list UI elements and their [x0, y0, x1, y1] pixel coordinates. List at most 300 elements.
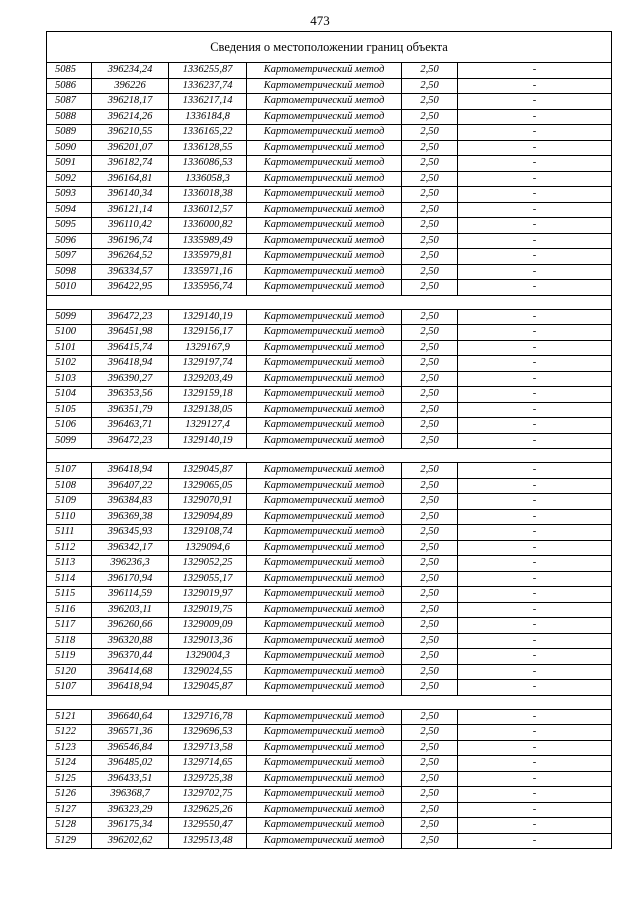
accuracy-cell: 2,50 — [402, 125, 458, 141]
description-cell: - — [458, 264, 612, 280]
x-coordinate-cell: 396368,7 — [92, 787, 169, 803]
table-row — [47, 418, 612, 434]
y-coordinate-cell: 1335971,16 — [169, 264, 247, 280]
y-coordinate-cell: 1336012,57 — [169, 202, 247, 218]
table-row — [47, 187, 612, 203]
x-coordinate-cell: 396182,74 — [92, 156, 169, 172]
table-row — [47, 680, 612, 696]
y-coordinate-cell: 1329140,19 — [169, 309, 247, 325]
point-number-cell: 5010 — [47, 280, 92, 296]
description-cell: - — [458, 633, 612, 649]
accuracy-cell: 2,50 — [402, 602, 458, 618]
table-row — [47, 125, 612, 141]
description-cell: - — [458, 509, 612, 525]
accuracy-cell: 2,50 — [402, 509, 458, 525]
description-cell: - — [458, 63, 612, 79]
point-number-cell: 5129 — [47, 833, 92, 849]
table-row — [47, 463, 612, 479]
point-number-cell: 5115 — [47, 587, 92, 603]
x-coordinate-cell: 396170,94 — [92, 571, 169, 587]
point-number-cell: 5112 — [47, 540, 92, 556]
method-cell: Картометрический метод — [247, 94, 402, 110]
x-coordinate-cell: 396121,14 — [92, 202, 169, 218]
point-number-cell: 5090 — [47, 140, 92, 156]
accuracy-cell: 2,50 — [402, 802, 458, 818]
y-coordinate-cell: 1329167,9 — [169, 340, 247, 356]
accuracy-cell: 2,50 — [402, 109, 458, 125]
point-number-cell: 5092 — [47, 171, 92, 187]
point-number-cell: 5126 — [47, 787, 92, 803]
method-cell: Картометрический метод — [247, 418, 402, 434]
point-number-cell: 5096 — [47, 233, 92, 249]
accuracy-cell: 2,50 — [402, 556, 458, 572]
method-cell: Картометрический метод — [247, 109, 402, 125]
y-coordinate-cell: 1329203,49 — [169, 371, 247, 387]
method-cell: Картометрический метод — [247, 494, 402, 510]
point-number-cell: 5111 — [47, 525, 92, 541]
y-coordinate-cell: 1329013,36 — [169, 633, 247, 649]
accuracy-cell: 2,50 — [402, 725, 458, 741]
method-cell: Картометрический метод — [247, 202, 402, 218]
point-number-cell: 5100 — [47, 325, 92, 341]
method-cell: Картометрический метод — [247, 387, 402, 403]
accuracy-cell: 2,50 — [402, 540, 458, 556]
accuracy-cell: 2,50 — [402, 478, 458, 494]
table-row — [47, 78, 612, 94]
x-coordinate-cell: 396369,38 — [92, 509, 169, 525]
accuracy-cell: 2,50 — [402, 740, 458, 756]
table-row — [47, 802, 612, 818]
x-coordinate-cell: 396260,66 — [92, 618, 169, 634]
table-row — [47, 756, 612, 772]
method-cell: Картометрический метод — [247, 78, 402, 94]
accuracy-cell: 2,50 — [402, 249, 458, 265]
accuracy-cell: 2,50 — [402, 633, 458, 649]
table-row — [47, 818, 612, 834]
y-coordinate-cell: 1329009,09 — [169, 618, 247, 634]
table-row — [47, 109, 612, 125]
accuracy-cell: 2,50 — [402, 833, 458, 849]
point-number-cell: 5088 — [47, 109, 92, 125]
point-number-cell: 5109 — [47, 494, 92, 510]
y-coordinate-cell: 1336217,14 — [169, 94, 247, 110]
method-cell: Картометрический метод — [247, 618, 402, 634]
table-row — [47, 664, 612, 680]
y-coordinate-cell: 1329513,48 — [169, 833, 247, 849]
method-cell: Картометрический метод — [247, 325, 402, 341]
x-coordinate-cell: 396264,52 — [92, 249, 169, 265]
x-coordinate-cell: 396342,17 — [92, 540, 169, 556]
y-coordinate-cell: 1336086,53 — [169, 156, 247, 172]
accuracy-cell: 2,50 — [402, 233, 458, 249]
x-coordinate-cell: 396422,95 — [92, 280, 169, 296]
table-row — [47, 478, 612, 494]
description-cell: - — [458, 402, 612, 418]
x-coordinate-cell: 396210,55 — [92, 125, 169, 141]
accuracy-cell: 2,50 — [402, 356, 458, 372]
method-cell: Картометрический метод — [247, 680, 402, 696]
point-number-cell: 5093 — [47, 187, 92, 203]
table-row — [47, 280, 612, 296]
accuracy-cell: 2,50 — [402, 571, 458, 587]
method-cell: Картометрический метод — [247, 509, 402, 525]
y-coordinate-cell: 1329045,87 — [169, 680, 247, 696]
description-cell: - — [458, 463, 612, 479]
point-number-cell: 5104 — [47, 387, 92, 403]
accuracy-cell: 2,50 — [402, 63, 458, 79]
group-separator-cell — [47, 295, 612, 309]
table-row — [47, 509, 612, 525]
point-number-cell: 5116 — [47, 602, 92, 618]
x-coordinate-cell: 396384,83 — [92, 494, 169, 510]
point-number-cell: 5086 — [47, 78, 92, 94]
description-cell: - — [458, 187, 612, 203]
accuracy-cell: 2,50 — [402, 140, 458, 156]
y-coordinate-cell: 1329197,74 — [169, 356, 247, 372]
accuracy-cell: 2,50 — [402, 525, 458, 541]
point-number-cell: 5128 — [47, 818, 92, 834]
table-row — [47, 740, 612, 756]
method-cell: Картометрический метод — [247, 264, 402, 280]
point-number-cell: 5118 — [47, 633, 92, 649]
accuracy-cell: 2,50 — [402, 587, 458, 603]
y-coordinate-cell: 1329127,4 — [169, 418, 247, 434]
description-cell: - — [458, 709, 612, 725]
description-cell: - — [458, 249, 612, 265]
y-coordinate-cell: 1329138,05 — [169, 402, 247, 418]
y-coordinate-cell: 1336184,8 — [169, 109, 247, 125]
point-number-cell: 5099 — [47, 433, 92, 449]
accuracy-cell: 2,50 — [402, 787, 458, 803]
y-coordinate-cell: 1329019,97 — [169, 587, 247, 603]
accuracy-cell: 2,50 — [402, 680, 458, 696]
x-coordinate-cell: 396334,57 — [92, 264, 169, 280]
point-number-cell: 5105 — [47, 402, 92, 418]
y-coordinate-cell: 1336000,82 — [169, 218, 247, 234]
description-cell: - — [458, 78, 612, 94]
x-coordinate-cell: 396320,88 — [92, 633, 169, 649]
accuracy-cell: 2,50 — [402, 264, 458, 280]
accuracy-cell: 2,50 — [402, 171, 458, 187]
method-cell: Картометрический метод — [247, 540, 402, 556]
description-cell: - — [458, 756, 612, 772]
table-title-row — [47, 32, 612, 63]
y-coordinate-cell: 1329140,19 — [169, 433, 247, 449]
point-number-cell: 5117 — [47, 618, 92, 634]
method-cell: Картометрический метод — [247, 478, 402, 494]
method-cell: Картометрический метод — [247, 156, 402, 172]
description-cell: - — [458, 202, 612, 218]
point-number-cell: 5123 — [47, 740, 92, 756]
x-coordinate-cell: 396390,27 — [92, 371, 169, 387]
y-coordinate-cell: 1329094,89 — [169, 509, 247, 525]
x-coordinate-cell: 396414,68 — [92, 664, 169, 680]
method-cell: Картометрический метод — [247, 664, 402, 680]
method-cell: Картометрический метод — [247, 187, 402, 203]
y-coordinate-cell: 1329094,6 — [169, 540, 247, 556]
accuracy-cell: 2,50 — [402, 664, 458, 680]
x-coordinate-cell: 396345,93 — [92, 525, 169, 541]
boundary-table — [46, 31, 612, 849]
table-row — [47, 540, 612, 556]
accuracy-cell: 2,50 — [402, 494, 458, 510]
accuracy-cell: 2,50 — [402, 202, 458, 218]
table-row — [47, 525, 612, 541]
accuracy-cell: 2,50 — [402, 340, 458, 356]
table-row — [47, 649, 612, 665]
table-row — [47, 833, 612, 849]
description-cell: - — [458, 340, 612, 356]
point-number-cell: 5101 — [47, 340, 92, 356]
y-coordinate-cell: 1329716,78 — [169, 709, 247, 725]
accuracy-cell: 2,50 — [402, 78, 458, 94]
accuracy-cell: 2,50 — [402, 433, 458, 449]
x-coordinate-cell: 396415,74 — [92, 340, 169, 356]
x-coordinate-cell: 396418,94 — [92, 463, 169, 479]
table-row — [47, 264, 612, 280]
table-row — [47, 171, 612, 187]
table-row — [47, 325, 612, 341]
group-separator-row — [47, 295, 612, 309]
accuracy-cell: 2,50 — [402, 463, 458, 479]
method-cell: Картометрический метод — [247, 633, 402, 649]
method-cell: Картометрический метод — [247, 756, 402, 772]
method-cell: Картометрический метод — [247, 556, 402, 572]
accuracy-cell: 2,50 — [402, 771, 458, 787]
description-cell: - — [458, 618, 612, 634]
description-cell: - — [458, 387, 612, 403]
point-number-cell: 5103 — [47, 371, 92, 387]
accuracy-cell: 2,50 — [402, 187, 458, 203]
x-coordinate-cell: 396175,34 — [92, 818, 169, 834]
y-coordinate-cell: 1329550,47 — [169, 818, 247, 834]
table-row — [47, 233, 612, 249]
point-number-cell: 5110 — [47, 509, 92, 525]
method-cell: Картометрический метод — [247, 140, 402, 156]
point-number-cell: 5122 — [47, 725, 92, 741]
x-coordinate-cell: 396370,44 — [92, 649, 169, 665]
y-coordinate-cell: 1329702,75 — [169, 787, 247, 803]
y-coordinate-cell: 1329108,74 — [169, 525, 247, 541]
x-coordinate-cell: 396236,3 — [92, 556, 169, 572]
point-number-cell: 5087 — [47, 94, 92, 110]
point-number-cell: 5124 — [47, 756, 92, 772]
table-row — [47, 633, 612, 649]
y-coordinate-cell: 1329725,38 — [169, 771, 247, 787]
accuracy-cell: 2,50 — [402, 756, 458, 772]
y-coordinate-cell: 1336255,87 — [169, 63, 247, 79]
point-number-cell: 5099 — [47, 309, 92, 325]
x-coordinate-cell: 396472,23 — [92, 309, 169, 325]
description-cell: - — [458, 602, 612, 618]
table-row — [47, 618, 612, 634]
accuracy-cell: 2,50 — [402, 218, 458, 234]
point-number-cell: 5121 — [47, 709, 92, 725]
table-row — [47, 402, 612, 418]
y-coordinate-cell: 1329004,3 — [169, 649, 247, 665]
table-row — [47, 725, 612, 741]
table-row — [47, 94, 612, 110]
table-row — [47, 156, 612, 172]
x-coordinate-cell: 396353,56 — [92, 387, 169, 403]
point-number-cell: 5108 — [47, 478, 92, 494]
point-number-cell: 5114 — [47, 571, 92, 587]
y-coordinate-cell: 1329159,18 — [169, 387, 247, 403]
table-row — [47, 494, 612, 510]
table-row — [47, 709, 612, 725]
description-cell: - — [458, 818, 612, 834]
y-coordinate-cell: 1329696,53 — [169, 725, 247, 741]
description-cell: - — [458, 525, 612, 541]
method-cell: Картометрический метод — [247, 587, 402, 603]
x-coordinate-cell: 396351,79 — [92, 402, 169, 418]
x-coordinate-cell: 396226 — [92, 78, 169, 94]
group-separator-cell — [47, 695, 612, 709]
description-cell: - — [458, 309, 612, 325]
x-coordinate-cell: 396196,74 — [92, 233, 169, 249]
accuracy-cell: 2,50 — [402, 280, 458, 296]
point-number-cell: 5127 — [47, 802, 92, 818]
table-row — [47, 433, 612, 449]
table-row — [47, 140, 612, 156]
point-number-cell: 5091 — [47, 156, 92, 172]
point-number-cell: 5113 — [47, 556, 92, 572]
y-coordinate-cell: 1336128,55 — [169, 140, 247, 156]
method-cell: Картометрический метод — [247, 63, 402, 79]
method-cell: Картометрический метод — [247, 571, 402, 587]
table-title: Сведения о местоположении границ объекта — [47, 32, 612, 63]
table-row — [47, 602, 612, 618]
method-cell: Картометрический метод — [247, 725, 402, 741]
x-coordinate-cell: 396418,94 — [92, 356, 169, 372]
description-cell: - — [458, 325, 612, 341]
method-cell: Картометрический метод — [247, 402, 402, 418]
accuracy-cell: 2,50 — [402, 309, 458, 325]
accuracy-cell: 2,50 — [402, 156, 458, 172]
description-cell: - — [458, 371, 612, 387]
x-coordinate-cell: 396571,36 — [92, 725, 169, 741]
y-coordinate-cell: 1329070,91 — [169, 494, 247, 510]
method-cell: Картометрический метод — [247, 280, 402, 296]
group-separator-row — [47, 695, 612, 709]
x-coordinate-cell: 396546,84 — [92, 740, 169, 756]
y-coordinate-cell: 1335956,74 — [169, 280, 247, 296]
table-row — [47, 771, 612, 787]
description-cell: - — [458, 233, 612, 249]
boundary-table-body — [47, 32, 612, 849]
accuracy-cell: 2,50 — [402, 325, 458, 341]
description-cell: - — [458, 94, 612, 110]
table-row — [47, 371, 612, 387]
x-coordinate-cell: 396451,98 — [92, 325, 169, 341]
description-cell: - — [458, 802, 612, 818]
y-coordinate-cell: 1329024,55 — [169, 664, 247, 680]
x-coordinate-cell: 396463,71 — [92, 418, 169, 434]
description-cell: - — [458, 833, 612, 849]
method-cell: Картометрический метод — [247, 309, 402, 325]
table-row — [47, 571, 612, 587]
method-cell: Картометрический метод — [247, 709, 402, 725]
y-coordinate-cell: 1329052,25 — [169, 556, 247, 572]
description-cell: - — [458, 478, 612, 494]
point-number-cell: 5098 — [47, 264, 92, 280]
table-row — [47, 387, 612, 403]
x-coordinate-cell: 396110,42 — [92, 218, 169, 234]
x-coordinate-cell: 396140,34 — [92, 187, 169, 203]
description-cell: - — [458, 725, 612, 741]
method-cell: Картометрический метод — [247, 371, 402, 387]
x-coordinate-cell: 396418,94 — [92, 680, 169, 696]
table-row — [47, 556, 612, 572]
method-cell: Картометрический метод — [247, 171, 402, 187]
method-cell: Картометрический метод — [247, 525, 402, 541]
description-cell: - — [458, 356, 612, 372]
point-number-cell: 5097 — [47, 249, 92, 265]
accuracy-cell: 2,50 — [402, 618, 458, 634]
description-cell: - — [458, 740, 612, 756]
description-cell: - — [458, 156, 612, 172]
description-cell: - — [458, 418, 612, 434]
accuracy-cell: 2,50 — [402, 387, 458, 403]
table-row — [47, 587, 612, 603]
accuracy-cell: 2,50 — [402, 709, 458, 725]
y-coordinate-cell: 1329714,65 — [169, 756, 247, 772]
x-coordinate-cell: 396202,62 — [92, 833, 169, 849]
group-separator-row — [47, 449, 612, 463]
x-coordinate-cell: 396218,17 — [92, 94, 169, 110]
y-coordinate-cell: 1329156,17 — [169, 325, 247, 341]
accuracy-cell: 2,50 — [402, 418, 458, 434]
table-row — [47, 63, 612, 79]
y-coordinate-cell: 1329019,75 — [169, 602, 247, 618]
accuracy-cell: 2,50 — [402, 649, 458, 665]
method-cell: Картометрический метод — [247, 833, 402, 849]
point-number-cell: 5125 — [47, 771, 92, 787]
x-coordinate-cell: 396203,11 — [92, 602, 169, 618]
x-coordinate-cell: 396234,24 — [92, 63, 169, 79]
description-cell: - — [458, 587, 612, 603]
method-cell: Картометрический метод — [247, 233, 402, 249]
method-cell: Картометрический метод — [247, 802, 402, 818]
point-number-cell: 5085 — [47, 63, 92, 79]
table-row — [47, 218, 612, 234]
accuracy-cell: 2,50 — [402, 94, 458, 110]
description-cell: - — [458, 280, 612, 296]
description-cell: - — [458, 649, 612, 665]
point-number-cell: 5102 — [47, 356, 92, 372]
method-cell: Картометрический метод — [247, 433, 402, 449]
accuracy-cell: 2,50 — [402, 402, 458, 418]
accuracy-cell: 2,50 — [402, 818, 458, 834]
table-row — [47, 787, 612, 803]
point-number-cell: 5094 — [47, 202, 92, 218]
page-number: 473 — [310, 13, 330, 28]
y-coordinate-cell: 1329045,87 — [169, 463, 247, 479]
point-number-cell: 5095 — [47, 218, 92, 234]
description-cell: - — [458, 664, 612, 680]
table-row — [47, 249, 612, 265]
x-coordinate-cell: 396640,64 — [92, 709, 169, 725]
description-cell: - — [458, 494, 612, 510]
table-row — [47, 202, 612, 218]
description-cell: - — [458, 771, 612, 787]
method-cell: Картометрический метод — [247, 463, 402, 479]
x-coordinate-cell: 396407,22 — [92, 478, 169, 494]
description-cell: - — [458, 540, 612, 556]
point-number-cell: 5089 — [47, 125, 92, 141]
method-cell: Картометрический метод — [247, 649, 402, 665]
point-number-cell: 5106 — [47, 418, 92, 434]
